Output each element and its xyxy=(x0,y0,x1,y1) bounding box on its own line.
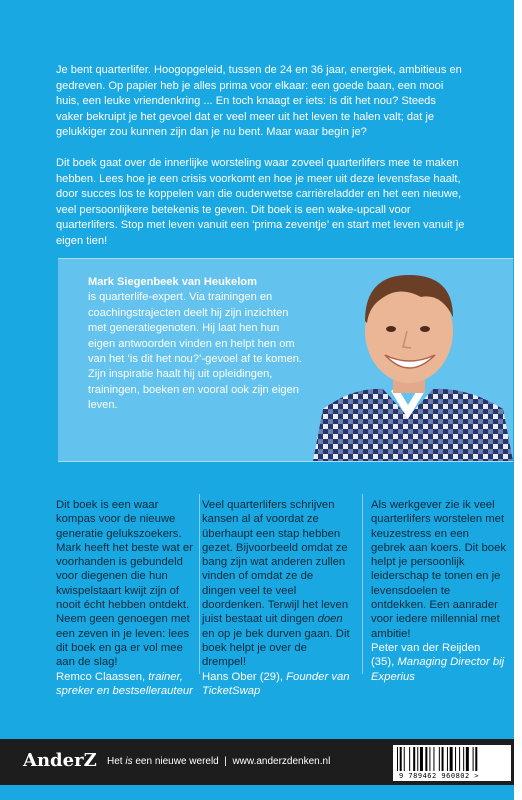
tagline-part: Het xyxy=(107,756,126,767)
barcode-bars-icon xyxy=(397,747,507,771)
review-quote-2 xyxy=(202,498,350,698)
review-quote-1 xyxy=(56,498,198,698)
review-quote-emphasis: doen xyxy=(317,613,343,626)
isbn-barcode xyxy=(393,745,511,781)
column-divider xyxy=(199,494,200,674)
review-quote-text xyxy=(202,499,350,668)
isbn-number: 9 789462 960802 > xyxy=(399,772,480,780)
review-quote-author xyxy=(202,670,350,699)
review-quote-text: Als werkgever zie ik veel quarterlifers worstelen met keuzestress en een gebrek aan koers. Dit boek helpt je persoonlijk leiderschap te tonen en je levensdoelen te ontdekken. Een aanrader voor iedere millennial met ambitie! xyxy=(371,499,507,640)
publisher-logo: AnderZ xyxy=(23,750,97,771)
review-quote-author xyxy=(371,641,506,684)
review-quote-text-part: Veel quarterlifers schrijven kansen al af voordat ze überhaupt een stap hebben gezet. Bijvoorbeeld omdat ze bang zijn wat anderen zullen vinden of omdat ze de dingen veel te veel doordenken. Terwijl het leven juist bestaat uit dingen xyxy=(202,499,349,626)
review-author-name: Remco Claassen, xyxy=(56,670,146,683)
tagline-part: een nieuwe wereld | www.anderzdenken.nl xyxy=(132,756,331,767)
review-author-role: trainer, spreker en bestsellerauteur xyxy=(56,670,193,697)
author-panel xyxy=(58,258,513,462)
publisher-footer xyxy=(0,739,514,785)
review-quote-author xyxy=(56,670,198,699)
author-bio-text: is quarterlife-expert. Via trainingen en coachingstrajecten deelt hij zijn inzichten met generatiegenoten. Hij laat hen hun eigen antwoorden vinden en helpt hen om van het ‘is dit het nou?’-gevoel af te komen. Zijn inspiratie haalt hij uit opleidingen, trainingen, boeken en vooral ook zijn eigen leven. xyxy=(88,291,302,412)
page-edge xyxy=(514,0,522,800)
intro-paragraph-1: Je bent quarterlifer. Hoogopgeleid, tussen de 24 en 36 jaar, energiek, ambitieus en gedreven. Op papier heb je alles prima voor elkaar: een goede baan, een mooi huis, een leuke vriendenkring ... En toch knaagt er iets: is dit het nou? Steeds vaker bekruipt je het gevoel dat er veel meer uit het leven te halen valt; dat je gelukkiger zou kunnen zijn dan je nu bent. Maar waar begin je? xyxy=(56,64,462,138)
review-author-name: Hans Ober (29), xyxy=(202,670,283,683)
review-quote-text: Dit boek is een waar kompas voor de nieuwe generatie gelukszoekers. Mark heeft het beste wat er voorhanden is gebundeld voor diegenen die hun kwispelstaart kwijt zijn of nooit écht hebben ontdekt. Neem geen genoegen met een zeven in je leven: lees dit boek en ga er vol mee aan de slag! xyxy=(56,499,193,669)
review-author-role: Managing Director bij Experius xyxy=(371,656,505,683)
author-name: Mark Siegenbeek van Heukelom xyxy=(88,276,257,288)
review-author-name: Peter van der Reijden (35), xyxy=(371,641,481,669)
review-author-role: Founder van TicketSwap xyxy=(202,670,350,697)
review-quote-3 xyxy=(371,498,506,684)
publisher-tagline xyxy=(107,756,330,767)
intro-paragraph-2: Dit boek gaat over de innerlijke worsteling waar zoveel quarterlifers mee te maken hebben. Lees hoe je een crisis voorkomt en hoe je meer uit deze levensfase haalt, door succes los te koppelen van die ouderwetse carrièreladder en het een nieuwe, veel persoonlijkere betekenis te geven. Dit boek is een wake-upcall voor quarterlifers. Stop met leven vanuit een ‘prima zeventje’ en start met leven vanuit je eigen tien! xyxy=(56,157,465,247)
column-divider xyxy=(362,494,363,674)
tagline-emphasis: is xyxy=(125,756,133,767)
author-bio xyxy=(88,275,303,414)
review-quotes xyxy=(0,486,514,736)
author-portrait xyxy=(303,259,513,461)
review-quote-text-part: en op je bek durven gaan. Dit boek helpt je over de drempel! xyxy=(202,627,350,669)
